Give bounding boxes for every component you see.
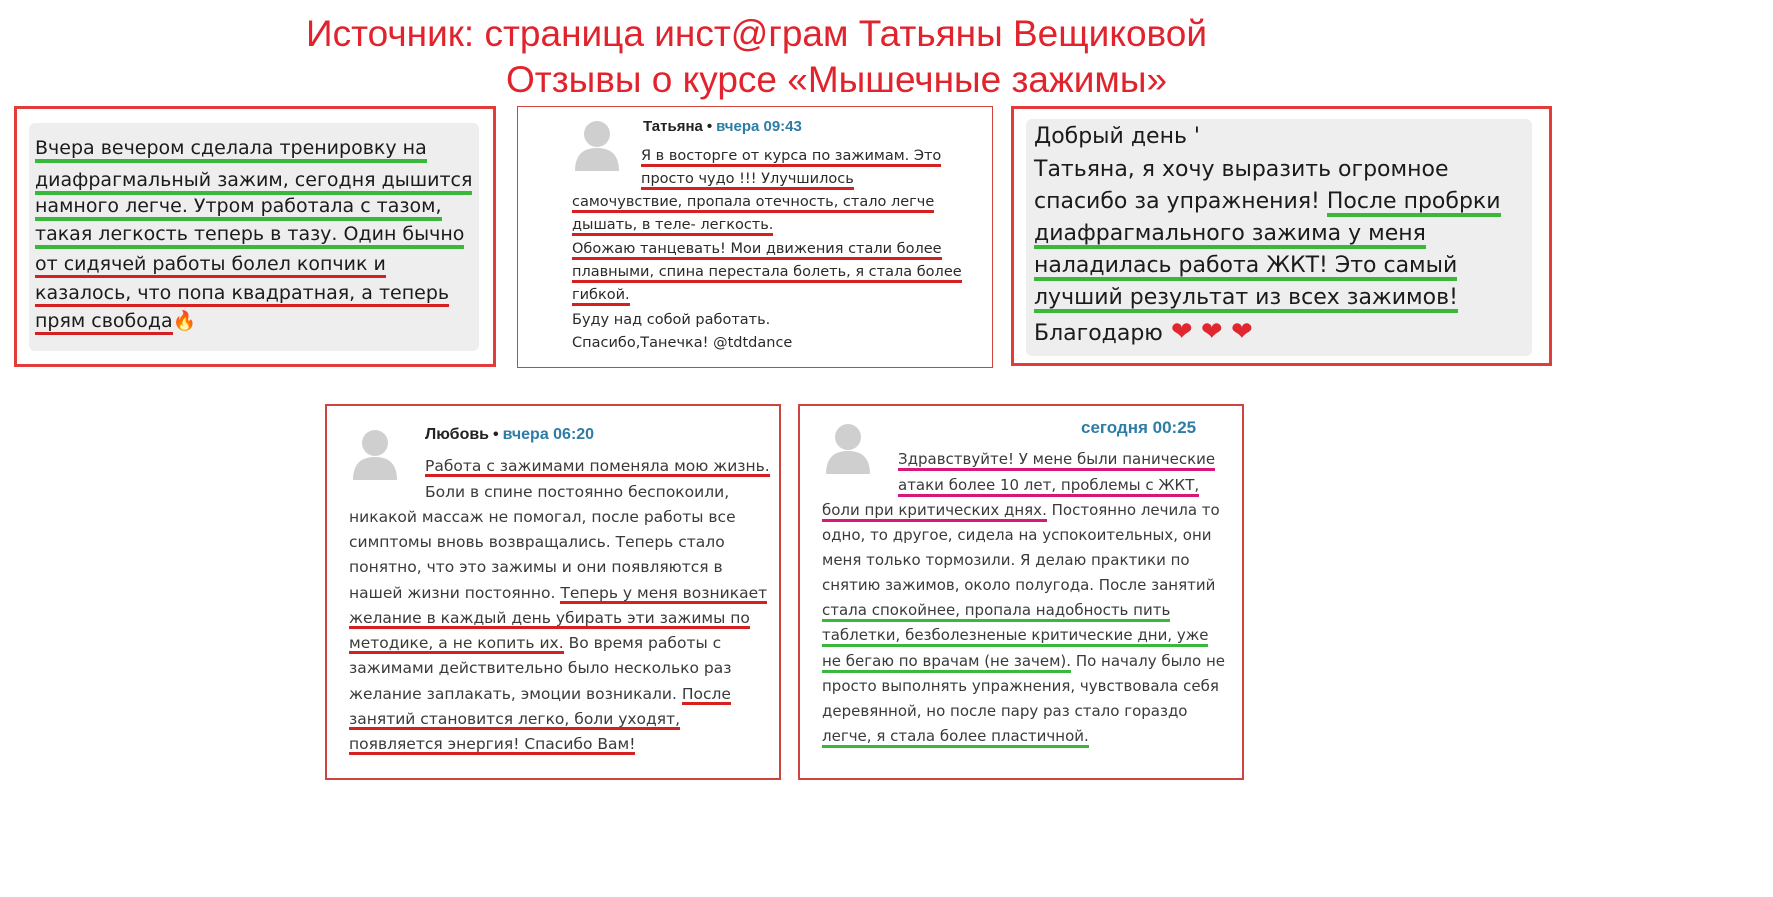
review-line: спасибо за упражнения! После пробрки [1034,189,1501,217]
review-line: Татьяна, я хочу выразить огромное [1034,157,1449,182]
review-line: Вчера вечером сделала тренировку на [35,137,427,163]
review-card-1 [14,106,496,367]
review-line: Боли в спине постоянно беспокоили, [425,483,730,501]
review-line: боли при критических днях. Постоянно лечила то [822,501,1220,522]
review-author: Татьяна • вчера 09:43 [643,118,802,135]
review-line: Работа с зажимами поменяла мою жизнь. [425,457,770,477]
review-line: Я в восторге от курса по зажимам. Это [641,148,941,167]
review-line: прям свобода🔥 [35,309,196,335]
review-line: желание заплакать, эмоции возникали. После [349,685,731,705]
review-line: самочувствие, пропала отечность, стало легче [572,194,934,213]
review-line: меня только тормозили. Я делаю практики по [822,551,1190,569]
avatar-icon [824,420,872,474]
review-line: никакой массаж не помогал, после работы все [349,508,736,526]
review-time: вчера 06:20 [502,426,595,443]
review-card-3 [1011,106,1552,366]
review-line: Спасибо,Танечка! @tdtdance [572,335,793,351]
review-line: дышать, в теле- легкость. [572,217,773,236]
review-time: вчера 09:43 [716,118,802,135]
review-line: легче, я стала более пластичной. [822,727,1089,748]
review-line: диафрагмального зажима у меня [1034,221,1426,249]
review-line: Добрый день ' [1034,124,1200,149]
review-author: Любовь • вчера 06:20 [425,426,595,443]
review-line: гибкой. [572,287,630,306]
review-line: диафрагмальный зажим, сегодня дышится [35,169,472,195]
heart-icons: ❤ ❤ ❤ [1170,317,1253,347]
review-time: сегодня 00:25 [1081,418,1197,437]
review-card-4 [325,404,781,780]
fire-emoji: 🔥 [172,310,197,332]
review-line: лучший результат из всех зажимов! [1034,285,1458,313]
review-line: методике, а не копить их. Во время работы с [349,634,721,654]
review-line: занятий становится легко, боли уходят, [349,710,680,730]
review-line: просто выполнять упражнения, чувствовала себя [822,677,1219,695]
review-line: нашей жизни постоянно. Теперь у меня возникает [349,584,767,604]
review-line: просто чудо !!! Улучшилось [641,171,854,190]
review-line: Обожаю танцевать! Мои движения стали более [572,241,942,260]
review-line: снятию зажимов, около полугода. После занятий [822,576,1216,594]
review-line: появляется энергия! Спасибо Вам! [349,735,635,755]
review-line: зажимами действительно было несколько раз [349,659,732,677]
review-line: понятно, что это зажимы и они появляются в [349,558,723,576]
review-line: симптомы вновь возвращались. Теперь стало [349,533,725,551]
review-line: от сидячей работы болел копчик и [35,253,386,278]
review-card-5 [798,404,1244,780]
review-line: Здравствуйте! У мене были панические [898,450,1215,471]
review-line: одно, то другое, сидела на успокоительных, они [822,526,1212,544]
page-title: Источник: страница инст@грам Татьяны Вещиковой [305,13,1208,54]
review-line: деревянной, но после пару раз стало гораздо [822,702,1188,720]
avatar-icon [573,117,621,171]
review-line: не бегаю по врачам (не зачем). По началу было не [822,652,1225,673]
review-card-2 [517,106,993,368]
review-line: таблетки, безболезненые критические дни, уже [822,626,1208,647]
avatar-icon [351,426,399,480]
review-line: казалось, что попа квадратная, а теперь [35,282,449,307]
page-subtitle: Отзывы о курсе «Мышечные зажимы» [505,59,1168,100]
review-line: стала спокойнее, пропала надобность пить [822,601,1170,622]
review-line: такая легкость теперь в тазу. Один бычно [35,223,464,249]
review-line: желание в каждый день убирать эти зажимы по [349,609,750,629]
review-line: намного легче. Утром работала с тазом, [35,195,442,221]
review-line: атаки более 10 лет, проблемы с ЖКТ, [898,476,1199,497]
review-line: Буду над собой работать. [572,312,771,328]
review-line: наладилась работа ЖКТ! Это самый [1034,253,1457,281]
review-line: Благодарю ❤ ❤ ❤ [1034,317,1253,347]
review-line: плавными, спина перестала болеть, я стала более [572,264,962,283]
